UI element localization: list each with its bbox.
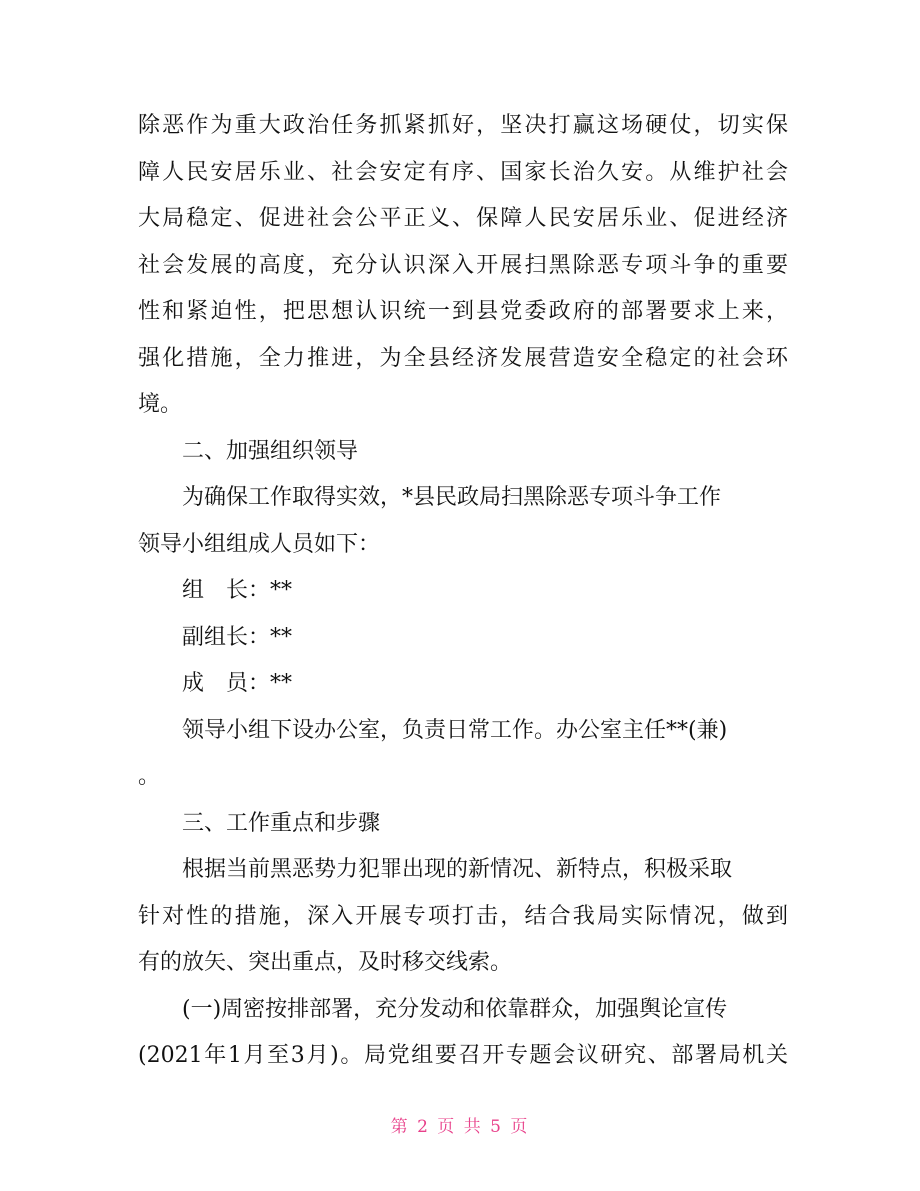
text-line: 针对性的措施，深入开展专项打击，结合我局实际情况，做到 bbox=[138, 903, 788, 929]
text-line: 三、工作重点和步骤 bbox=[182, 810, 381, 836]
text-line: 组 长：** bbox=[182, 578, 293, 603]
text-line: 领导小组组成人员如下： bbox=[138, 531, 381, 557]
text-line: 二、加强组织领导 bbox=[182, 438, 359, 464]
text-line: (2021年1月至3月)。局党组要召开专题会议研究、部署局机关 bbox=[138, 1043, 788, 1068]
text-line: 社会发展的高度，充分认识深入开展扫黑除恶专项斗争的重要 bbox=[138, 252, 788, 278]
text-line: 为确保工作取得实效，*县民政局扫黑除恶专项斗争工作 bbox=[182, 485, 722, 510]
text-line: 成 员：** bbox=[182, 671, 293, 696]
text-line: 障人民安居乐业、社会安定有序、国家长治久安。从维护社会 bbox=[138, 159, 788, 185]
text-line: 根据当前黑恶势力犯罪出现的新情况、新特点，积极采取 bbox=[182, 857, 733, 882]
page-footer: 第 2 页 共 5 页 bbox=[390, 1117, 530, 1137]
text-line: 性和紧迫性，把思想认识统一到县党委政府的部署要求上来， bbox=[138, 299, 788, 324]
text-line: 强化措施，全力推进，为全县经济发展营造安全稳定的社会环 bbox=[138, 345, 788, 371]
document-body bbox=[138, 103, 788, 1080]
text-line: 副组长：** bbox=[182, 624, 293, 650]
text-line: 。 bbox=[138, 764, 161, 789]
text-line: 境。 bbox=[138, 392, 183, 417]
text-line: 大局稳定、促进社会公平正义、保障人民安居乐业、促进经济 bbox=[138, 206, 788, 231]
text-line: (一)周密按排部署，充分发动和依靠群众，加强舆论宣传 bbox=[182, 996, 728, 1022]
text-line: 除恶作为重大政治任务抓紧抓好，坚决打赢这场硬仗，切实保 bbox=[138, 113, 788, 138]
text-line: 领导小组下设办公室，负责日常工作。办公室主任**(兼) bbox=[182, 717, 728, 743]
text-line: 有的放矢、突出重点，及时移交线索。 bbox=[138, 950, 513, 975]
